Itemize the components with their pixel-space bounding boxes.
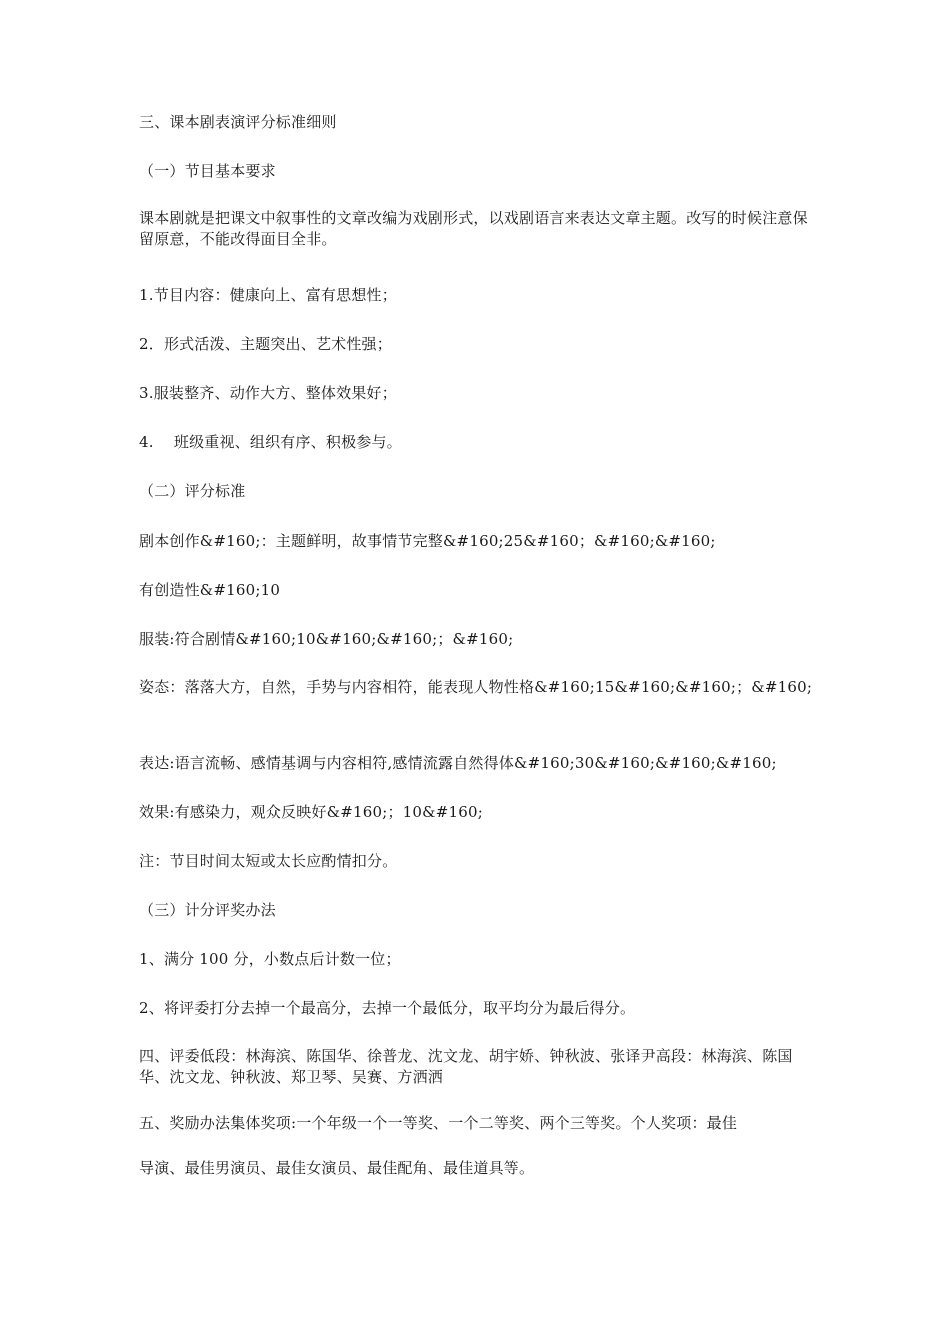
judges-paragraph: 四、评委低段：林海滨、陈国华、徐普龙、沈文龙、胡宇娇、钟秋波、张译尹高段：林海滨、陈国华、沈文龙、钟秋波、郑卫琴、吴赛、方洒洒: [139, 1047, 793, 1086]
scoring-rule-1: 1、满分 100 分，小数点后计数一位；: [139, 950, 401, 968]
section-3-heading: 三、课本剧表演评分标准细则: [139, 113, 337, 131]
requirement-3: 3.服装整齐、动作大方、整体效果好；: [139, 384, 397, 402]
requirement-1: 1.节目内容：健康向上、富有思想性；: [139, 286, 397, 304]
subsection-1-heading: （一）节目基本要求: [139, 162, 276, 180]
criterion-posture: 姿态：落落大方，自然，手势与内容相符，能表现人物性格&#160;15&#160;&#160;；&#160;: [139, 678, 813, 696]
intro-paragraph: 课本剧就是把课文中叙事性的文章改编为戏剧形式，以戏剧语言来表达文章主题。改写的时候注意保留原意，不能改得面目全非。: [139, 209, 808, 248]
criterion-effect: 效果:有感染力，观众反映好&#160;；10&#160;: [139, 803, 483, 821]
criterion-costume: 服装:符合剧情&#160;10&#160;&#160;；&#160;: [139, 630, 514, 648]
requirement-2: 2．形式活泼、主题突出、艺术性强；: [139, 335, 392, 353]
requirement-4: 4. 班级重视、组织有序、积极参与。: [139, 433, 402, 451]
awards-line-1: 五、奖励办法集体奖项:一个年级一个一等奖、一个二等奖、两个三等奖。个人奖项：最佳: [139, 1114, 738, 1132]
note: 注：节目时间太短或太长应酌情扣分。: [139, 852, 398, 870]
criterion-expression: 表达:语言流畅、感情基调与内容相符,感情流露自然得体&#160;30&#160;&#160;&#160;: [139, 754, 777, 772]
criterion-script: 剧本创作&#160;：主题鲜明，故事情节完整&#160;25&#160；&#160;&#160;: [139, 532, 716, 550]
subsection-2-heading: （二）评分标准: [139, 482, 246, 500]
subsection-3-heading: （三）计分评奖办法: [139, 901, 276, 919]
awards-line-2: 导演、最佳男演员、最佳女演员、最佳配角、最佳道具等。: [139, 1159, 535, 1177]
scoring-rule-2: 2、将评委打分去掉一个最高分，去掉一个最低分，取平均分为最后得分。: [139, 999, 636, 1017]
criterion-creativity: 有创造性&#160;10: [139, 581, 281, 599]
